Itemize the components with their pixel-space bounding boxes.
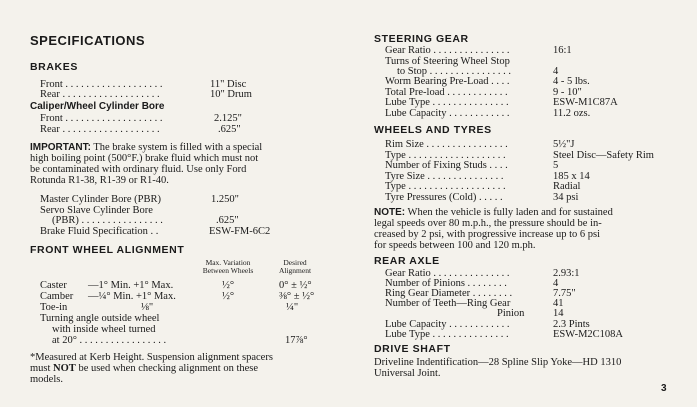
total-preload-label: Total Pre-load . . . . . . . . . . . . [385,87,508,98]
note-line3: models. [30,374,63,385]
axle-ratio-value: 2.93:1 [553,268,580,279]
col-variation-line2: Between Wheels [202,266,254,275]
wheels-note-text1: When the vehicle is fully laden and for sustained [407,207,613,218]
steering-ratio-value: 16:1 [553,45,572,56]
important-label: IMPORTANT: [30,142,91,153]
page-number: 3 [661,383,667,394]
important-line2: high boiling point (500°F.) brake fluid which must not [30,153,259,164]
wheels-note-line3: creased by 2 psi, with progressive increase up to 6 psi [374,229,600,240]
steering-ratio-label: Gear Ratio . . . . . . . . . . . . . . . [385,45,510,56]
ring-gear-diameter-label: Ring Gear Diameter . . . . . . . . [385,288,513,299]
servo-value: .625" [216,215,239,226]
servo-label-1: Servo Slave Cylinder Bore [40,205,153,216]
steering-lube-type-label: Lube Type . . . . . . . . . . . . . . . [385,97,509,108]
drive-shaft-line2: Universal Joint. [374,368,441,379]
toe-in-range: ⅛" [141,302,154,313]
teeth-ring-label: Number of Teeth—Ring Gear [385,298,511,309]
drive-shaft-heading: DRIVE SHAFT [374,343,451,355]
bore-front-value: 2.125" [214,113,242,124]
bore-front-label: Front . . . . . . . . . . . . . . . . . . . [40,113,163,124]
turning-line1: Turning angle outside wheel [40,313,160,324]
total-preload-value: 9 - 10" [553,87,582,98]
brakes-front-value: 11" Disc [210,79,247,90]
wheel-type-value: Steel Disc—Safety Rim [553,150,654,161]
page-title: SPECIFICATIONS [30,33,146,48]
note-line2-not: NOT [53,363,76,374]
axle-ratio-label: Gear Ratio . . . . . . . . . . . . . . . [385,268,510,279]
caster-label: Caster [40,280,67,291]
tyre-type-label: Type . . . . . . . . . . . . . . . . . . . [385,181,506,192]
brake-fluid-value: ESW-FM-6C2 [209,226,271,237]
ring-gear-diameter-value: 7.75" [553,288,576,299]
bore-rear-value: .625" [218,124,241,135]
drive-shaft-line1: Driveline Indentification—28 Spline Slip Yoke—HD 1310 [374,357,622,368]
camber-label: Camber [40,291,74,302]
brakes-heading: BRAKES [30,61,78,73]
caster-range: —1° Min. +1° Max. [88,280,174,291]
axle-lube-cap-value: 2.3 Pints [553,319,590,330]
rear-axle-heading: REAR AXLE [374,255,440,267]
tyre-type-value: Radial [553,181,581,192]
camber-range: —¼° Min. +1° Max. [88,291,176,302]
tyre-pressure-label: Tyre Pressures (Cold) . . . . . [385,192,503,203]
wheels-heading: WHEELS AND TYRES [374,124,492,136]
master-cylinder-label: Master Cylinder Bore (PBR) [40,194,162,205]
tyre-pressure-value: 34 psi [553,192,579,203]
tyre-size-label: Tyre Size . . . . . . . . . . . . . . . [385,171,504,182]
rim-size-label: Rim Size . . . . . . . . . . . . . . . . [385,139,508,150]
note-line1: *Measured at Kerb Height. Suspension alignment spacers [30,352,273,363]
worm-value: 4 - 5 lbs. [553,76,590,87]
teeth-pinion-label: Pinion [497,308,525,319]
brakes-rear-value: 10" Drum [210,89,252,100]
alignment-heading: FRONT WHEEL ALIGNMENT [30,244,185,256]
brakes-rear-label: Rear . . . . . . . . . . . . . . . . . . . [40,89,160,100]
caster-desired: 0° ± ½° [279,280,312,291]
important-text1: The brake system is filled with a special [93,142,263,153]
steering-turns-value: 4 [553,66,559,77]
steering-lube-cap-value: 11.2 ozs. [553,108,591,119]
steering-turns-label2: to Stop . . . . . . . . . . . . . . . . [397,66,512,77]
teeth-ring-value: 41 [553,298,564,309]
important-line3: be contaminated with ordinary fluid. Use only Ford [30,164,247,175]
note-line2-c: be used when checking alignment on these [78,363,259,374]
toe-in-label: Toe-in [40,302,68,313]
wheels-note-label: NOTE: [374,207,406,218]
axle-lube-cap-label: Lube Capacity . . . . . . . . . . . . [385,319,510,330]
worm-label: Worm Bearing Pre-Load . . . . [385,76,510,87]
col-desired-line2: Alignment [278,266,312,275]
pinions-label: Number of Pinions . . . . . . . . [385,278,507,289]
fixing-studs-value: 5 [553,160,559,171]
col-variation-line1: Max. Variation [205,258,251,267]
wheel-type-label: Type . . . . . . . . . . . . . . . . . . . [385,150,506,161]
camber-desired: ⅜° ± ½° [279,291,315,302]
brakes-front-label: Front . . . . . . . . . . . . . . . . . . . [40,79,163,90]
note-line2-a: must [30,363,51,374]
rim-size-value: 5½"J [553,139,575,150]
steering-lube-cap-label: Lube Capacity . . . . . . . . . . . . [385,108,510,119]
pinions-value: 4 [553,278,559,289]
tyre-size-value: 185 x 14 [553,171,590,182]
important-line1 [30,142,262,153]
wheels-note-line2: legal speeds over 80 m.p.h., the pressure should be in- [374,218,602,229]
fixing-studs-label: Number of Fixing Studs . . . . [385,160,508,171]
steering-turns-label1: Turns of Steering Wheel Stop [385,56,510,67]
caster-variation: ½° [222,280,235,291]
teeth-pinion-value: 14 [553,308,564,319]
col-desired-header [270,259,320,275]
steering-lube-type-value: ESW-M1C87A [553,97,618,108]
wheels-note-line4: for speeds between 100 and 120 m.ph. [374,240,536,251]
brake-fluid-label: Brake Fluid Specification . . [40,226,159,237]
turning-value: 17⅞° [285,335,308,346]
bore-rear-label: Rear . . . . . . . . . . . . . . . . . . . [40,124,160,135]
axle-lube-type-label: Lube Type . . . . . . . . . . . . . . . [385,329,509,340]
turning-line3: at 20° . . . . . . . . . . . . . . . . . [52,335,167,346]
col-desired-line1: Desired [283,258,307,267]
steering-heading: STEERING GEAR [374,33,469,45]
note-line2 [30,363,258,374]
caliper-heading: Caliper/Wheel Cylinder Bore [30,101,165,112]
col-variation-header [193,259,263,275]
turning-line2: with inside wheel turned [52,324,156,335]
camber-variation: ½° [222,291,235,302]
master-cylinder-value: 1.250" [211,194,239,205]
important-line4: Rotunda R1-38, R1-39 or R1-40. [30,175,169,186]
servo-label-2: (PBR) . . . . . . . . . . . . . . . . [52,215,163,226]
wheels-note-line1 [374,207,613,218]
toe-in-desired: ¼" [286,302,299,313]
axle-lube-type-value: ESW-M2C108A [553,329,624,340]
